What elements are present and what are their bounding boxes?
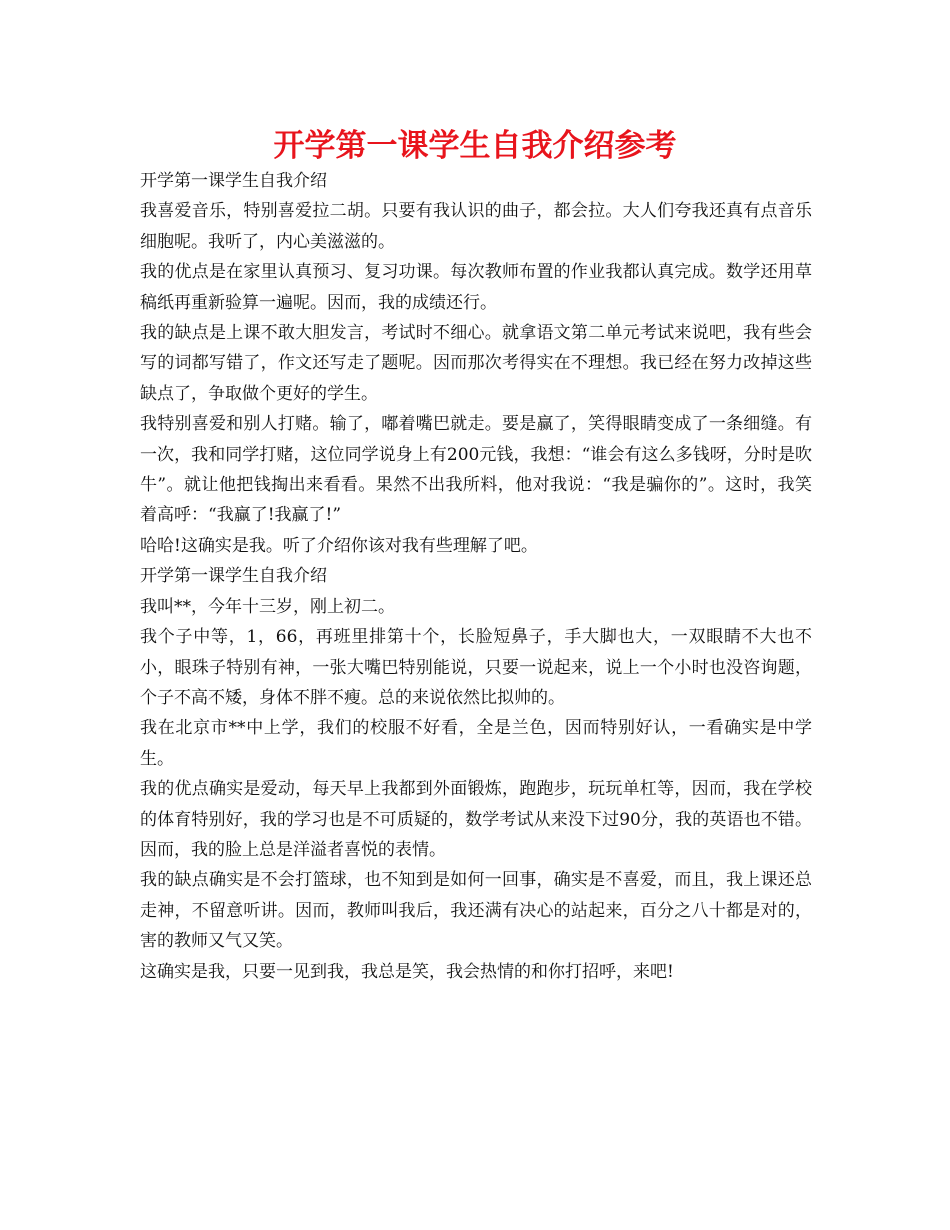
document-body	[140, 166, 812, 987]
paragraph: 我的优点确实是爱动，每天早上我都到外面锻炼，跑跑步，玩玩单杠等，因而，我在学校的体育特别好，我的学习也是不可质疑的，数学考试从来没下过90分，我的英语也不错。因而，我的脸上总是洋溢者喜悦的表情。	[140, 779, 812, 860]
section-heading: 开学第一课学生自我介绍	[140, 566, 327, 587]
paragraph: 我叫**，今年十三岁，刚上初二。	[140, 596, 395, 617]
paragraph: 我喜爱音乐，特别喜爱拉二胡。只要有我认识的曲子，都会拉。大人们夸我还真有点音乐细胞呢。我听了，内心美滋滋的。	[140, 201, 812, 252]
paragraph: 我个子中等，1，66，再班里排第十个，长脸短鼻子，手大脚也大，一双眼睛不大也不小，眼珠子特别有神，一张大嘴巴特别能说，只要一说起来，说上一个小时也没咨询题，个子不高不矮，身体不胖不瘦。总的来说依然比拟帅的。	[140, 627, 812, 708]
paragraph: 哈哈!这确实是我。听了介绍你该对我有些理解了吧。	[140, 535, 538, 556]
section-heading: 开学第一课学生自我介绍	[140, 171, 327, 191]
document-title: 开学第一课学生自我介绍参考	[273, 128, 677, 164]
paragraph: 我的缺点确实是不会打篮球，也不知到是如何一回事，确实是不喜爱，而且，我上课还总走神，不留意听讲。因而，教师叫我后，我还满有决心的站起来，百分之八十都是对的，害的教师又气又笑。	[140, 870, 812, 952]
paragraph: 这确实是我，只要一见到我，我总是笑，我会热情的和你打招呼，来吧!	[140, 961, 674, 982]
paragraph: 我在北京市**中上学，我们的校服不好看，全是兰色，因而特别好认，一看确实是中学生。	[140, 718, 812, 769]
paragraph: 我的缺点是上课不敢大胆发言，考试时不细心。就拿语文第二单元考试来说吧，我有些会写的词都写错了，作文还写走了题呢。因而那次考得实在不理想。我已经在努力改掉这些缺点了，争取做个更好的学生。	[140, 323, 812, 404]
paragraph: 我特别喜爱和别人打赌。输了，嘟着嘴巴就走。要是赢了，笑得眼睛变成了一条细缝。有一次，我和同学打赌，这位同学说身上有200元钱，我想：“谁会有这么多钱呀，分时是吹牛”。就让他把钱掏出来看看。果然不出我所料，他对我说：“我是骗你的”。这时，我笑着高呼：“我赢了!我赢了!”	[140, 414, 812, 526]
paragraph: 我的优点是在家里认真预习、复习功课。每次教师布置的作业我都认真完成。数学还用草稿纸再重新验算一遍呢。因而，我的成绩还行。	[140, 262, 812, 313]
